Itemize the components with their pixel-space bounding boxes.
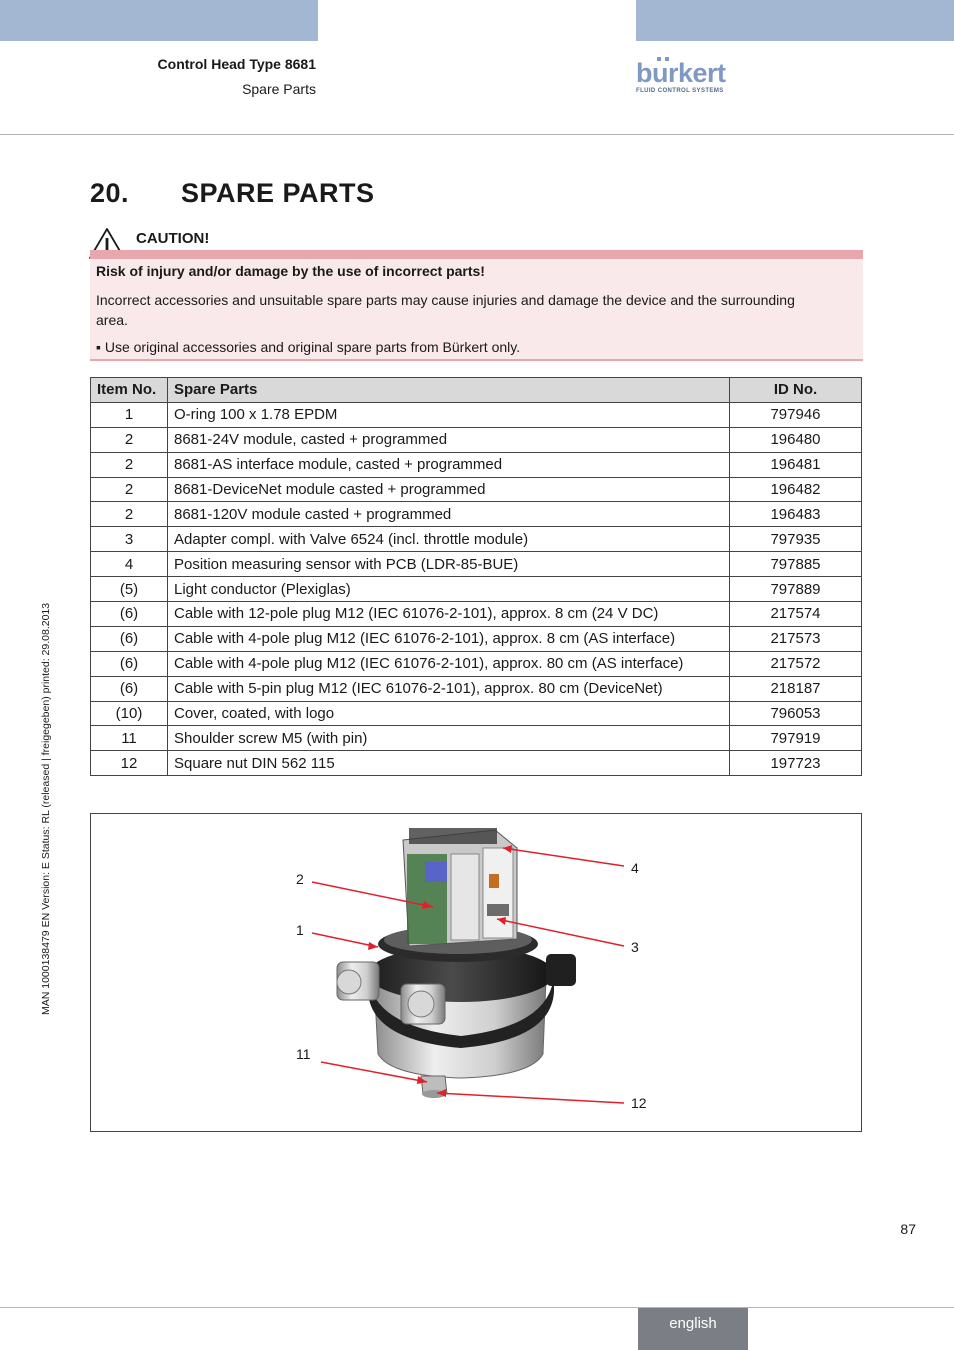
spare-part-cell: Cable with 4-pole plug M12 (IEC 61076-2-101), approx. 8 cm (AS interface) [168,626,730,651]
id-no-cell: 217572 [730,651,862,676]
exploded-view-figure [90,813,862,1132]
table-row [91,726,862,751]
spare-part-cell: Cover, coated, with logo [168,701,730,726]
table-row [91,701,862,726]
caution-heading: Risk of injury and/or damage by the use of incorrect parts! [96,263,485,279]
callout-1: 1 [296,922,304,938]
spare-part-cell: Shoulder screw M5 (with pin) [168,726,730,751]
spare-parts-table [90,377,862,776]
item-no-cell: 11 [91,726,168,751]
language-tab: english [638,1308,748,1350]
id-no-cell: 196482 [730,477,862,502]
spare-part-cell: Adapter compl. with Valve 6524 (incl. throttle module) [168,527,730,552]
caution-bullet: ▪ Use original accessories and original spare parts from Bürkert only. [96,339,521,355]
table-row [91,651,862,676]
document-title: Control Head Type 8681 [157,56,316,72]
spare-part-cell: 8681-120V module casted + programmed [168,502,730,527]
item-no-cell: 4 [91,552,168,577]
document-section: Spare Parts [242,81,316,97]
chapter-heading [90,178,375,209]
spare-part-cell: Square nut DIN 562 115 [168,751,730,776]
item-no-cell: 2 [91,477,168,502]
footer-divider [0,1307,954,1308]
id-no-cell: 196481 [730,452,862,477]
spare-part-cell: Cable with 12-pole plug M12 (IEC 61076-2-101), approx. 8 cm (24 V DC) [168,602,730,627]
header-id-no: ID No. [730,378,862,403]
id-no-cell: 797935 [730,527,862,552]
header-divider [0,134,954,135]
id-no-cell: 196480 [730,427,862,452]
spare-part-cell: 8681-DeviceNet module casted + programmed [168,477,730,502]
leader-lines [91,814,861,1131]
id-no-cell: 217573 [730,626,862,651]
id-no-cell: 797946 [730,402,862,427]
item-no-cell: 2 [91,452,168,477]
id-no-cell: 797889 [730,577,862,602]
table-row [91,626,862,651]
table-row [91,676,862,701]
callout-2: 2 [296,871,304,887]
item-no-cell: 1 [91,402,168,427]
item-no-cell: (6) [91,626,168,651]
table-row [91,402,862,427]
item-no-cell: (6) [91,651,168,676]
chapter-title: SPARE PARTS [181,178,375,208]
item-no-cell: 2 [91,502,168,527]
header-bar-right [636,0,954,41]
page-number: 87 [900,1221,916,1237]
logo-tagline: FLUID CONTROL SYSTEMS [636,88,724,94]
table-row [91,552,862,577]
item-no-cell: 12 [91,751,168,776]
table-row [91,452,862,477]
id-no-cell: 796053 [730,701,862,726]
table-row [91,602,862,627]
caution-strip [90,250,863,259]
caution-box [90,250,863,361]
id-no-cell: 217574 [730,602,862,627]
item-no-cell: (6) [91,676,168,701]
callout-12: 12 [631,1095,647,1111]
spare-part-cell: O-ring 100 x 1.78 EPDM [168,402,730,427]
item-no-cell: (5) [91,577,168,602]
id-no-cell: 218187 [730,676,862,701]
header-spare-parts: Spare Parts [168,378,730,403]
table-row [91,427,862,452]
item-no-cell: 2 [91,427,168,452]
item-no-cell: (6) [91,602,168,627]
spare-part-cell: Position measuring sensor with PCB (LDR-85-BUE) [168,552,730,577]
chapter-number: 20. [90,178,130,208]
header-item-no: Item No. [91,378,168,403]
table-row [91,502,862,527]
spare-part-cell: 8681-24V module, casted + programmed [168,427,730,452]
callout-3: 3 [631,939,639,955]
header-bar-left [0,0,318,41]
caution-label: CAUTION! [136,230,210,247]
callout-4: 4 [631,860,639,876]
id-no-cell: 197723 [730,751,862,776]
table-row [91,477,862,502]
burkert-logo [636,57,736,97]
id-no-cell: 196483 [730,502,862,527]
callout-11: 11 [296,1046,311,1062]
item-no-cell: (10) [91,701,168,726]
caution-bottom-rule [90,359,863,361]
item-no-cell: 3 [91,527,168,552]
spare-part-cell: 8681-AS interface module, casted + programmed [168,452,730,477]
id-no-cell: 797919 [730,726,862,751]
table-row [91,751,862,776]
spare-part-cell: Cable with 5-pin plug M12 (IEC 61076-2-101), approx. 80 cm (DeviceNet) [168,676,730,701]
id-no-cell: 797885 [730,552,862,577]
table-row [91,577,862,602]
table-header-row [91,378,862,403]
spare-part-cell: Cable with 4-pole plug M12 (IEC 61076-2-101), approx. 80 cm (AS interface) [168,651,730,676]
table-row [91,527,862,552]
spare-part-cell: Light conductor (Plexiglas) [168,577,730,602]
document-metadata-note: MAN 1000138479 EN Version: E Status: RL (released | freigegeben) printed: 29.08.2013 [40,602,52,1015]
logo-wordmark: burkert [636,58,726,88]
caution-text: Incorrect accessories and unsuitable spare parts may cause injuries and damage the device and the surrounding area. [96,292,795,328]
